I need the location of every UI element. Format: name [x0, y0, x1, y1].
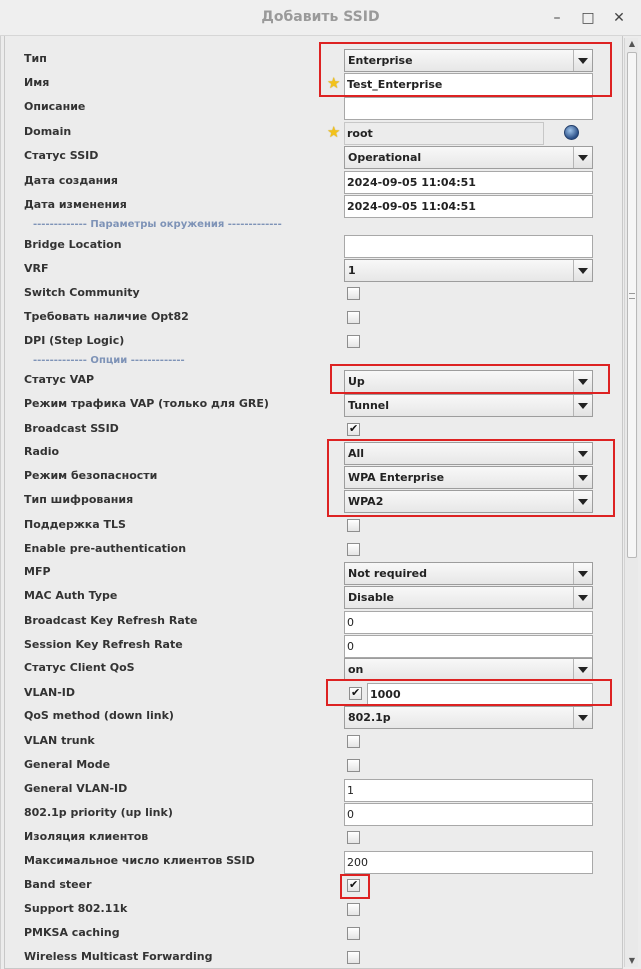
- ssid-status-combo[interactable]: [344, 146, 593, 169]
- created-field[interactable]: [344, 171, 593, 194]
- vap-traffic-combo[interactable]: [344, 394, 593, 417]
- title-bar: [0, 0, 641, 36]
- chevron-down-icon[interactable]: [573, 50, 592, 71]
- max-clients-value: 200: [347, 856, 368, 869]
- general-mode-label: General Mode: [24, 758, 111, 771]
- security-mode-combo[interactable]: [344, 466, 593, 489]
- broadcast-ssid-label: Broadcast SSID: [24, 422, 119, 435]
- vlan-id-input[interactable]: [367, 683, 593, 706]
- chevron-down-icon[interactable]: [573, 587, 592, 608]
- support-80211k-label: Support 802.11k: [24, 902, 128, 915]
- vlan-trunk-checkbox[interactable]: [347, 735, 360, 748]
- description-label: Описание: [24, 100, 86, 113]
- broadcast-ssid-checkbox[interactable]: [347, 423, 360, 436]
- radio-label: Radio: [24, 445, 60, 458]
- isolation-label: Изоляция клиентов: [24, 830, 149, 843]
- row-band-steer: [5, 874, 623, 898]
- star-icon: ★: [327, 74, 341, 92]
- bcast-key-label: Broadcast Key Refresh Rate: [24, 614, 198, 627]
- row-vlan-trunk: [5, 730, 623, 754]
- row-broadcast-ssid: [5, 418, 623, 442]
- domain-label: Domain: [24, 125, 72, 138]
- opt82-checkbox[interactable]: [347, 311, 360, 324]
- max-clients-input[interactable]: [344, 851, 593, 874]
- preauth-label: Enable pre-authentication: [24, 542, 187, 555]
- row-mfp: [5, 561, 623, 585]
- support-80211k-checkbox[interactable]: [347, 903, 360, 916]
- bcast-key-input[interactable]: [344, 611, 593, 634]
- row-switch-community: [5, 282, 623, 306]
- row-bcast-key: [5, 610, 623, 634]
- row-preauth: [5, 538, 623, 562]
- scrollbar-thumb[interactable]: [627, 52, 637, 558]
- mac-auth-value: Disable: [348, 591, 394, 604]
- name-label: Имя: [24, 76, 50, 89]
- priority-value: 0: [347, 808, 354, 821]
- pmksa-checkbox[interactable]: [347, 927, 360, 940]
- chevron-down-icon[interactable]: [573, 371, 592, 392]
- vap-status-label: Статус VAP: [24, 373, 95, 386]
- vlan-id-value: 1000: [370, 688, 401, 701]
- chevron-down-icon[interactable]: [573, 563, 592, 584]
- chevron-down-icon[interactable]: [573, 707, 592, 728]
- row-vap-traffic: [5, 393, 623, 417]
- qos-method-combo[interactable]: [344, 706, 593, 729]
- row-dpi: [5, 330, 623, 354]
- section-options: ------------- Опции -------------: [33, 355, 185, 366]
- isolation-checkbox[interactable]: [347, 831, 360, 844]
- created-value: 2024-09-05 11:04:51: [347, 176, 476, 189]
- opt82-label: Требовать наличие Opt82: [24, 310, 189, 323]
- chevron-down-icon[interactable]: [573, 395, 592, 416]
- ssid-status-value: Operational: [348, 151, 422, 164]
- preauth-checkbox[interactable]: [347, 543, 360, 556]
- description-input[interactable]: [344, 97, 593, 120]
- type-label: Тип: [24, 52, 47, 65]
- section-environment: ------------- Параметры окружения -------------: [33, 219, 282, 230]
- chevron-down-icon[interactable]: [573, 260, 592, 281]
- wmf-label: Wireless Multicast Forwarding: [24, 950, 213, 963]
- max-clients-label: Максимальное число клиентов SSID: [24, 854, 255, 867]
- encryption-value: WPA2: [348, 495, 384, 508]
- mfp-combo[interactable]: [344, 562, 593, 585]
- dpi-label: DPI (Step Logic): [24, 334, 125, 347]
- session-key-value: 0: [347, 640, 354, 653]
- maximize-icon[interactable]: □: [581, 10, 595, 26]
- row-opt82: [5, 306, 623, 330]
- wmf-checkbox[interactable]: [347, 951, 360, 964]
- row-client-qos: [5, 657, 623, 681]
- domain-value: root: [347, 127, 373, 140]
- minimize-icon[interactable]: –: [553, 10, 561, 26]
- bridge-location-label: Bridge Location: [24, 238, 122, 251]
- band-steer-checkbox[interactable]: [347, 879, 360, 892]
- session-key-label: Session Key Refresh Rate: [24, 638, 183, 651]
- vrf-label: VRF: [24, 262, 49, 275]
- general-mode-checkbox[interactable]: [347, 759, 360, 772]
- security-mode-value: WPA Enterprise: [348, 471, 445, 484]
- row-vrf: [5, 258, 623, 282]
- row-general-mode: [5, 754, 623, 778]
- ssid-status-label: Статус SSID: [24, 149, 99, 162]
- vrf-value: 1: [348, 264, 356, 277]
- encryption-combo[interactable]: [344, 490, 593, 513]
- row-ssid-status: [5, 145, 623, 169]
- row-name: [5, 72, 623, 96]
- radio-combo[interactable]: [344, 442, 593, 465]
- grip-icon: [629, 293, 635, 299]
- row-pmksa: [5, 922, 623, 946]
- client-qos-value: on: [348, 663, 364, 676]
- general-vlan-input[interactable]: [344, 779, 593, 802]
- created-label: Дата создания: [24, 174, 118, 187]
- name-value: Test_Enterprise: [347, 78, 443, 91]
- vlan-id-label: VLAN-ID: [24, 686, 76, 699]
- radio-value: All: [348, 447, 365, 460]
- row-created: [5, 170, 623, 194]
- encryption-label: Тип шифрования: [24, 493, 134, 506]
- session-key-input[interactable]: [344, 635, 593, 658]
- scroll-up-icon[interactable]: ▲: [628, 39, 636, 48]
- row-isolation: [5, 826, 623, 850]
- modified-value: 2024-09-05 11:04:51: [347, 200, 476, 213]
- security-mode-label: Режим безопасности: [24, 469, 158, 482]
- bcast-key-value: 0: [347, 616, 354, 629]
- row-80211k: [5, 898, 623, 922]
- chevron-down-icon[interactable]: [573, 443, 592, 464]
- row-general-vlan: [5, 778, 623, 802]
- chevron-down-icon[interactable]: [573, 491, 592, 512]
- row-priority: [5, 802, 623, 826]
- close-icon[interactable]: ✕: [613, 10, 625, 26]
- type-value: Enterprise: [348, 54, 413, 67]
- form-panel: [4, 36, 623, 969]
- pmksa-label: PMKSA caching: [24, 926, 120, 939]
- mfp-label: MFP: [24, 565, 51, 578]
- priority-label: 802.1p priority (up link): [24, 806, 173, 819]
- client-qos-label: Статус Client QoS: [24, 661, 135, 674]
- vertical-scrollbar[interactable]: [624, 38, 638, 967]
- name-input[interactable]: [344, 73, 593, 96]
- row-radio: [5, 441, 623, 465]
- row-tls: [5, 514, 623, 538]
- dpi-checkbox[interactable]: [347, 335, 360, 348]
- dialog-content: [0, 36, 641, 969]
- general-vlan-label: General VLAN-ID: [24, 782, 128, 795]
- scroll-down-icon[interactable]: ▼: [628, 956, 636, 965]
- row-modified: [5, 194, 623, 218]
- vap-status-value: Up: [348, 375, 365, 388]
- vlan-id-checkbox[interactable]: [349, 687, 362, 700]
- row-mac-auth: [5, 585, 623, 609]
- row-max-clients: [5, 850, 623, 874]
- row-qos-method: [5, 705, 623, 729]
- type-combo[interactable]: [344, 49, 593, 72]
- vap-status-combo[interactable]: [344, 370, 593, 393]
- row-security-mode: [5, 465, 623, 489]
- tls-label: Поддержка TLS: [24, 518, 126, 531]
- row-encryption: [5, 489, 623, 513]
- window-title: Добавить SSID: [261, 9, 380, 25]
- star-icon: ★: [327, 123, 341, 141]
- vrf-combo[interactable]: [344, 259, 593, 282]
- row-session-key: [5, 634, 623, 658]
- switch-community-label: Switch Community: [24, 286, 140, 299]
- row-wmf: [5, 946, 623, 969]
- band-steer-label: Band steer: [24, 878, 92, 891]
- mac-auth-combo[interactable]: [344, 586, 593, 609]
- domain-field: [344, 122, 544, 145]
- general-vlan-value: 1: [347, 784, 354, 797]
- modified-label: Дата изменения: [24, 198, 127, 211]
- row-domain: [5, 121, 623, 145]
- chevron-down-icon[interactable]: [573, 467, 592, 488]
- priority-input[interactable]: [344, 803, 593, 826]
- tls-checkbox[interactable]: [347, 519, 360, 532]
- row-vap-status: [5, 369, 623, 393]
- qos-method-label: QoS method (down link): [24, 709, 174, 722]
- switch-community-checkbox[interactable]: [347, 287, 360, 300]
- client-qos-combo[interactable]: [344, 658, 593, 681]
- row-description: [5, 96, 623, 120]
- row-type: [5, 48, 623, 72]
- mac-auth-label: MAC Auth Type: [24, 589, 118, 602]
- modified-field[interactable]: [344, 195, 593, 218]
- chevron-down-icon[interactable]: [573, 147, 592, 168]
- vlan-trunk-label: VLAN trunk: [24, 734, 95, 747]
- row-bridge-location: [5, 234, 623, 258]
- mfp-value: Not required: [348, 567, 427, 580]
- bridge-location-input[interactable]: [344, 235, 593, 258]
- vap-traffic-value: Tunnel: [348, 399, 390, 412]
- chevron-down-icon[interactable]: [573, 659, 592, 680]
- row-vlan-id: [5, 682, 623, 706]
- globe-icon[interactable]: [564, 125, 579, 140]
- vap-traffic-label: Режим трафика VAP (только для GRE): [24, 397, 269, 410]
- qos-method-value: 802.1p: [348, 711, 391, 724]
